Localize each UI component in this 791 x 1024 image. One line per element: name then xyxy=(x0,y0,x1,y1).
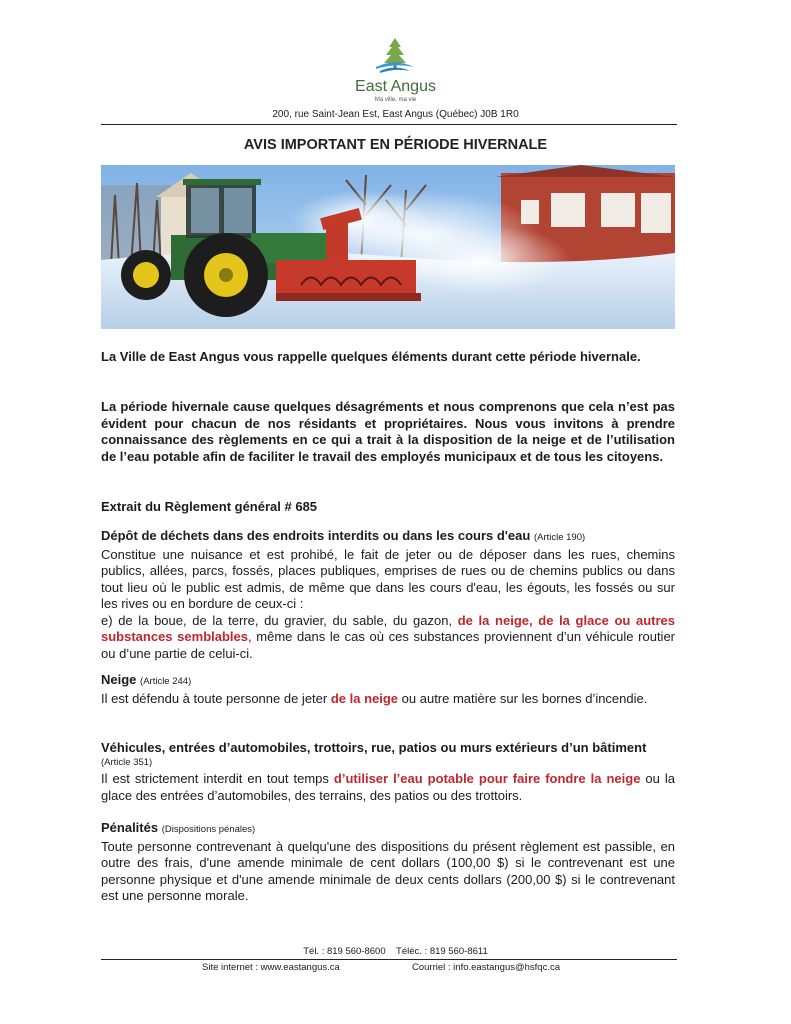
section-text: Il est défendu à toute personne de jeter xyxy=(101,690,331,706)
snowblower-tractor-photo-icon xyxy=(101,165,675,329)
section-highlight: de la neige xyxy=(330,690,399,706)
footer-divider xyxy=(101,959,677,960)
section-highlight: de la neige, de la glace ou autres substances semblables xyxy=(101,612,675,644)
section-1 xyxy=(101,528,675,662)
section-text: , même dans le cas où ces substances proviennent d’un véhicule routier ou d’une partie de celui-ci. xyxy=(101,629,675,661)
section-text: Il est strictement interdit en tout temps xyxy=(101,771,334,786)
section-heading xyxy=(101,528,675,547)
letterhead xyxy=(0,36,791,106)
section-heading-text: Pénalités xyxy=(101,820,159,835)
snowblower-photo xyxy=(101,165,675,329)
section-3 xyxy=(101,740,675,804)
section-body xyxy=(101,771,675,804)
east-angus-logo-icon xyxy=(370,36,420,76)
section-heading-text: Dépôt de déchets dans des endroits interdits ou dans les cours d'eau xyxy=(101,528,531,543)
section-heading xyxy=(101,820,675,839)
footer-website[interactable]: Site internet : www.eastangus.ca xyxy=(202,962,340,973)
section-heading-text: Neige xyxy=(101,672,137,687)
org-name: East Angus xyxy=(355,78,436,95)
section-article: (Article 244) xyxy=(140,676,192,687)
footer-phone: Tél. : 819 560-8600 xyxy=(303,946,386,957)
section-highlight: d’utiliser l’eau potable pour faire fondre la neige xyxy=(333,771,641,786)
section-body xyxy=(101,691,675,708)
section-text: e) de la boue, de la terre, du gravier, du sable, du gazon, xyxy=(101,612,458,628)
org-address: 200, rue Saint-Jean Est, East Angus (Québec) J0B 1R0 xyxy=(272,109,519,120)
footer-email[interactable]: Courriel : info.eastangus@hsfqc.ca xyxy=(412,962,560,973)
section-body-item-e xyxy=(101,613,675,663)
org-slogan: Ma ville, ma vie xyxy=(374,97,417,103)
section-article: (Article 190) xyxy=(533,532,586,543)
section-text: ou autre matière sur les bornes d’incendie. xyxy=(398,690,648,706)
page-title: AVIS IMPORTANT EN PÉRIODE HIVERNALE xyxy=(243,137,548,153)
section-heading xyxy=(101,672,675,691)
section-body: Constitue une nuisance et est prohibé, le fait de jeter ou de déposer dans les rues, chemins publics, allées, parcs, fossés, places publiques, emprises de rues ou de chemins publics ou dans tout lieu où le public est admis, de même que dans les cours d'eau, les égouts, les fossés ou sur les rives ou en bordure de ceux-ci : xyxy=(101,546,675,611)
extract-heading: Extrait du Règlement général # 685 xyxy=(101,499,318,514)
section-heading-text: Véhicules, entrées d’automobiles, trottoirs, rue, patios ou murs extérieurs d’un bâtiment xyxy=(101,740,647,755)
section-text: ou la glace des entrées d’automobiles, des terrains, des patios ou des trottoirs. xyxy=(101,771,675,803)
header-divider xyxy=(101,124,677,125)
intro-paragraph-2: La période hivernale cause quelques désagréments et nous comprenons que cela n’est pas évident pour chacun de nos résidants et propriétaires. Nous vous invitons à prendre connaissance des règlements en ce qui a trait à la disposition de la neige et de l’utilisation de l’eau potable afin de faciliter le travail des employés municipaux et de tous les citoyens. xyxy=(101,399,675,464)
footer-fax: Téléc. : 819 560-8611 xyxy=(396,946,488,957)
section-4 xyxy=(101,820,675,905)
section-article: (Article 351) xyxy=(101,756,153,768)
intro-paragraph-1: La Ville de East Angus vous rappelle quelques éléments durant cette période hivernale. xyxy=(101,349,641,364)
section-body: Toute personne contrevenant à quelqu'une des dispositions du présent règlement est passible, en outre des frais, d'une amende minimale de cent dollars (100,00 $) si le contrevenant est une personne physique et d'une amende minimale de deux cents dollars (200,00 $) si le contrevenant est une personne morale. xyxy=(101,838,675,903)
section-article: (Dispositions pénales) xyxy=(161,824,256,835)
footer-contact xyxy=(0,946,791,957)
section-2 xyxy=(101,672,675,707)
